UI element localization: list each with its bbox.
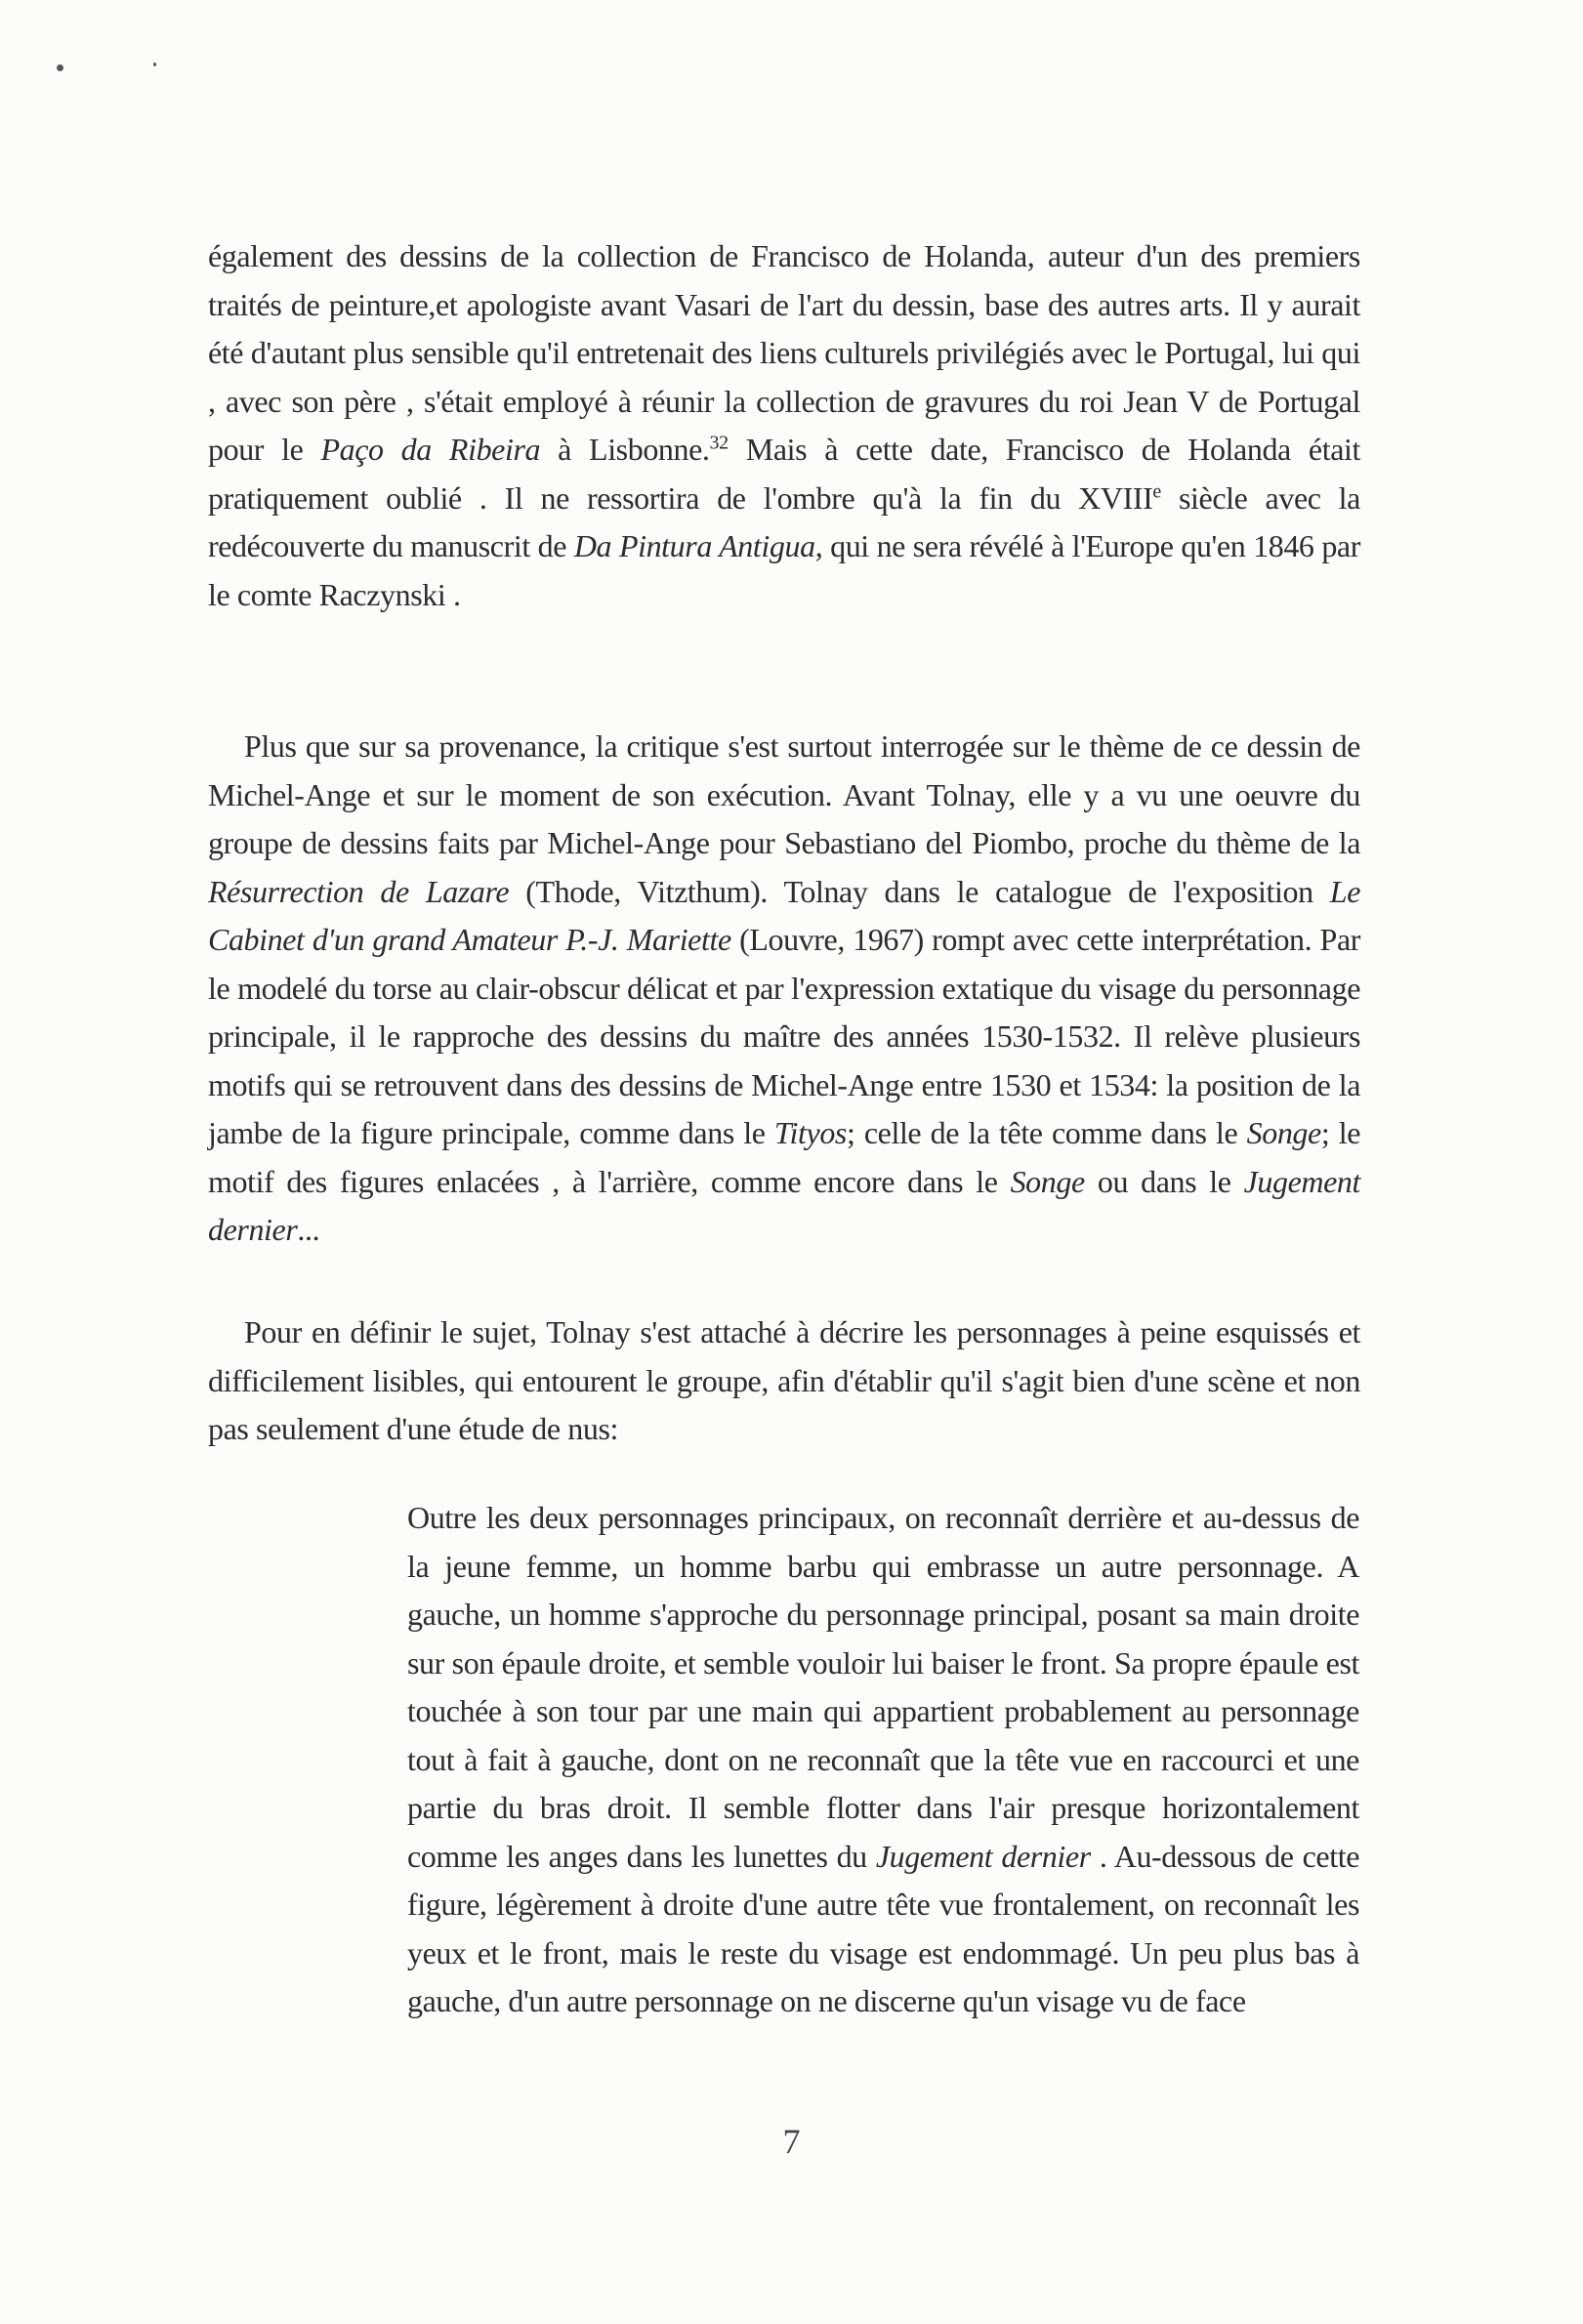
- italic-title: Jugement dernier: [208, 1163, 1360, 1247]
- italic-title: Le Cabinet d'un grand Amateur P.-J. Mariette: [208, 873, 1360, 957]
- italic-title: Paço da Ribeira: [320, 432, 541, 467]
- text-run: ou dans le: [1084, 1163, 1244, 1199]
- text-run: ; celle de la tête comme dans le: [846, 1115, 1247, 1150]
- text-run: Pour en définir le sujet, Tolnay s'est attaché à décrire les personnages à peine esquissés et difficilement lisibles, qui entourent le groupe, afin d'établir qu'il s'agit bien d'une scène et non pas seulement d'une étude de nus:: [208, 1314, 1360, 1446]
- italic-title: Résurrection de Lazare: [208, 873, 510, 909]
- text-run: Outre les deux personnages principaux, on reconnaît derrière et au-dessus de la jeune femme, un homme barbu qui embrasse un autre personnage. A gauche, un homme s'approche du personnage principal, posant sa main droite sur son épaule droite, et semble vouloir lui baiser le front. Sa propre épaule est touchée à son tour par une main qui appartient probablement au personnage tout à fait à gauche, dont on ne reconnaît que la tête vue en raccourci et une partie du bras droit. Il semble flotter dans l'air presque horizontalement comme les anges dans les lunettes du: [407, 1500, 1359, 1874]
- text-run: . Au-dessous de cette figure, légèrement à droite d'une autre tête vue frontalement, on reconnaît les yeux et le front, mais le reste du visage est endommagé. Un peu plus bas à gauche, d'un autre personnage on ne discerne qu'un visage vu de face: [407, 1838, 1360, 2018]
- scan-speck: [153, 62, 156, 66]
- italic-title: Songe: [1010, 1163, 1085, 1199]
- italic-title: Tityos: [773, 1115, 847, 1150]
- italic-title: Da Pintura Antigua: [573, 528, 815, 563]
- paragraph-3: [208, 1308, 1360, 1454]
- block-quote: [407, 1494, 1359, 2026]
- text-run: (Louvre, 1967) rompt avec cette interprétation. Par le modelé du torse au clair-obscur délicat et par l'expression extatique du visage du personnage principale, il le rapproche des dessins du maître des années 1530-1532. Il relève plusieurs motifs qui se retrouvent dans des dessins de Michel-Ange entre 1530 et 1534: la position de la jambe de la figure principale, comme dans le: [208, 922, 1360, 1150]
- text-run: Plus que sur sa provenance, la critique s'est surtout interrogée sur le thème de ce dessin de Michel-Ange et sur le moment de son exécution. Avant Tolnay, elle y a vu une oeuvre du groupe de dessins faits par Michel-Ange pour Sebastiano del Piombo, proche du thème de la: [208, 728, 1360, 860]
- text-run: à Lisbonne.: [540, 432, 710, 467]
- scan-speck: [57, 64, 63, 71]
- text-run: ; le motif des figures enlacées , à l'arrière, comme encore dans le: [208, 1115, 1360, 1199]
- text-run: ...: [297, 1212, 320, 1247]
- paragraph-2: [208, 723, 1360, 1255]
- text-run: Mais à cette date, Francisco de Holanda était pratiquement oublié . Il ne ressortira de l'ombre qu'à la fin du XVIII: [208, 432, 1360, 516]
- text-run: également des dessins de la collection de Francisco de Holanda, auteur d'un des premiers traités de peinture,et apologiste avant Vasari de l'art du dessin, base des autres arts. Il y aurait été d'autant plus sensible qu'il entretenait des liens culturels privilégiés avec le Portugal, lui qui , avec son père , s'était employé à réunir la collection de gravures du roi Jean V de Portugal pour le: [208, 238, 1360, 467]
- superscript: e: [1152, 479, 1161, 502]
- italic-title: Songe: [1246, 1115, 1321, 1150]
- text-run: (Thode, Vitzthum). Tolnay dans le catalogue de l'exposition: [509, 873, 1330, 909]
- footnote-ref: 32: [709, 432, 729, 454]
- paragraph-1: [208, 232, 1360, 619]
- page-number: 7: [782, 2122, 801, 2161]
- text-run: , qui ne sera révélé à l'Europe qu'en 1846 par le comte Raczynski .: [208, 528, 1360, 612]
- italic-title: Jugement dernier: [875, 1838, 1091, 1874]
- text-run: siècle avec la redécouverte du manuscrit de: [208, 479, 1360, 563]
